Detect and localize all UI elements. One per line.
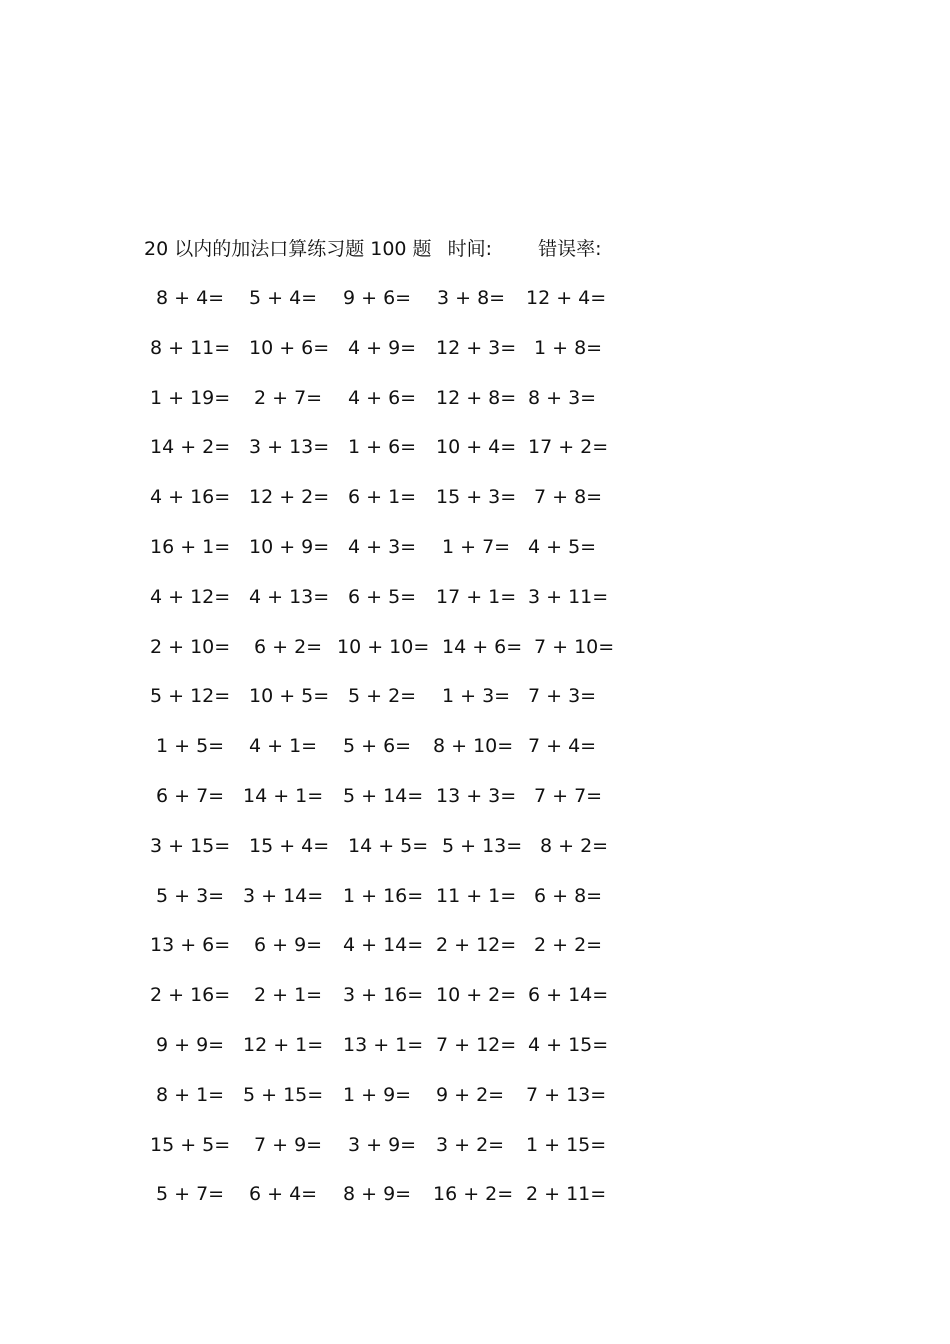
problem-cell: 4 + 13= xyxy=(249,585,330,608)
problem-cell: 4 + 14= xyxy=(343,934,424,957)
problem-cell: 7 + 4= xyxy=(528,735,597,758)
problem-cell: 13 + 3= xyxy=(436,784,517,807)
problem-cell: 8 + 2= xyxy=(540,834,609,857)
problem-cell: 12 + 8= xyxy=(436,386,517,409)
problem-row xyxy=(148,1180,668,1230)
problem-grid xyxy=(148,284,668,1230)
problem-cell: 3 + 11= xyxy=(528,585,609,608)
problem-cell: 4 + 1= xyxy=(249,735,318,758)
problem-cell: 2 + 11= xyxy=(526,1183,607,1206)
problem-cell: 9 + 2= xyxy=(436,1083,505,1106)
problem-cell: 1 + 5= xyxy=(156,735,225,758)
worksheet-header xyxy=(144,236,601,262)
problem-cell: 6 + 4= xyxy=(249,1183,318,1206)
error-rate-label: 错误率: xyxy=(538,238,602,260)
problem-row xyxy=(148,981,668,1031)
problem-cell: 4 + 6= xyxy=(348,386,417,409)
problem-cell: 12 + 3= xyxy=(436,336,517,359)
problem-cell: 8 + 10= xyxy=(433,735,514,758)
problem-cell: 12 + 4= xyxy=(526,287,607,309)
problem-cell: 5 + 3= xyxy=(156,884,225,907)
problem-cell: 1 + 16= xyxy=(343,884,424,907)
problem-cell: 3 + 16= xyxy=(343,984,424,1007)
problem-cell: 5 + 2= xyxy=(348,685,417,708)
problem-cell: 4 + 9= xyxy=(348,336,417,359)
problem-cell: 11 + 1= xyxy=(436,884,517,907)
problem-cell: 6 + 14= xyxy=(528,984,609,1007)
problem-cell: 5 + 6= xyxy=(343,735,412,758)
problem-cell: 8 + 1= xyxy=(156,1083,225,1106)
problem-cell: 10 + 9= xyxy=(249,535,330,558)
problem-cell: 15 + 5= xyxy=(150,1133,231,1156)
problem-cell: 4 + 15= xyxy=(528,1033,609,1056)
problem-row xyxy=(148,1131,668,1181)
problem-cell: 17 + 1= xyxy=(436,585,517,608)
problem-cell: 7 + 9= xyxy=(254,1133,323,1156)
problem-cell: 4 + 5= xyxy=(528,535,597,558)
problem-cell: 14 + 2= xyxy=(150,436,231,459)
problem-row xyxy=(148,433,668,483)
problem-row xyxy=(148,384,668,434)
problem-cell: 7 + 13= xyxy=(526,1083,607,1106)
problem-row xyxy=(148,284,668,334)
problem-cell: 8 + 4= xyxy=(156,287,225,309)
problem-cell: 2 + 2= xyxy=(534,934,603,957)
problem-cell: 10 + 2= xyxy=(436,984,517,1007)
problem-cell: 14 + 6= xyxy=(442,635,523,658)
problem-cell: 7 + 12= xyxy=(436,1033,517,1056)
problem-row xyxy=(148,882,668,932)
problem-cell: 5 + 7= xyxy=(156,1183,225,1206)
problem-cell: 9 + 6= xyxy=(343,287,412,309)
problem-row xyxy=(148,682,668,732)
problem-cell: 1 + 8= xyxy=(534,336,603,359)
problem-cell: 8 + 11= xyxy=(150,336,231,359)
problem-cell: 16 + 2= xyxy=(433,1183,514,1206)
problem-cell: 16 + 1= xyxy=(150,535,231,558)
problem-cell: 6 + 8= xyxy=(534,884,603,907)
problem-cell: 13 + 6= xyxy=(150,934,231,957)
problem-cell: 9 + 9= xyxy=(156,1033,225,1056)
problem-cell: 4 + 3= xyxy=(348,535,417,558)
problem-cell: 2 + 7= xyxy=(254,386,323,409)
problem-cell: 1 + 15= xyxy=(526,1133,607,1156)
problem-cell: 14 + 5= xyxy=(348,834,429,857)
problem-cell: 5 + 4= xyxy=(249,287,318,309)
problem-cell: 6 + 7= xyxy=(156,784,225,807)
problem-row xyxy=(148,1081,668,1131)
problem-row xyxy=(148,583,668,633)
problem-cell: 13 + 1= xyxy=(343,1033,424,1056)
problem-cell: 3 + 13= xyxy=(249,436,330,459)
problem-row xyxy=(148,533,668,583)
problem-cell: 3 + 2= xyxy=(436,1133,505,1156)
problem-cell: 15 + 3= xyxy=(436,486,517,509)
problem-cell: 10 + 4= xyxy=(436,436,517,459)
problem-cell: 2 + 1= xyxy=(254,984,323,1007)
problem-cell: 1 + 7= xyxy=(442,535,511,558)
time-label: 时间: xyxy=(447,238,493,260)
problem-cell: 5 + 12= xyxy=(150,685,231,708)
problem-cell: 7 + 10= xyxy=(534,635,615,658)
problem-cell: 12 + 2= xyxy=(249,486,330,509)
problem-cell: 17 + 2= xyxy=(528,436,609,459)
problem-cell: 10 + 6= xyxy=(249,336,330,359)
problem-cell: 1 + 9= xyxy=(343,1083,412,1106)
problem-cell: 4 + 12= xyxy=(150,585,231,608)
problem-row xyxy=(148,334,668,384)
problem-cell: 2 + 12= xyxy=(436,934,517,957)
problem-cell: 14 + 1= xyxy=(243,784,324,807)
problem-cell: 5 + 15= xyxy=(243,1083,324,1106)
problem-cell: 2 + 16= xyxy=(150,984,231,1007)
problem-cell: 3 + 14= xyxy=(243,884,324,907)
problem-cell: 10 + 10= xyxy=(337,635,430,658)
problem-row xyxy=(148,633,668,683)
problem-cell: 10 + 5= xyxy=(249,685,330,708)
problem-cell: 7 + 8= xyxy=(534,486,603,509)
worksheet-title: 20 以内的加法口算练习题 100 题 xyxy=(144,238,432,260)
problem-cell: 6 + 2= xyxy=(254,635,323,658)
problem-cell: 5 + 13= xyxy=(442,834,523,857)
problem-cell: 6 + 5= xyxy=(348,585,417,608)
problem-cell: 7 + 7= xyxy=(534,784,603,807)
problem-cell: 1 + 3= xyxy=(442,685,511,708)
problem-row xyxy=(148,1031,668,1081)
problem-cell: 7 + 3= xyxy=(528,685,597,708)
problem-cell: 3 + 15= xyxy=(150,834,231,857)
problem-row xyxy=(148,931,668,981)
problem-row xyxy=(148,732,668,782)
problem-cell: 5 + 14= xyxy=(343,784,424,807)
problem-cell: 8 + 9= xyxy=(343,1183,412,1206)
problem-cell: 6 + 1= xyxy=(348,486,417,509)
problem-cell: 2 + 10= xyxy=(150,635,231,658)
problem-cell: 3 + 8= xyxy=(437,287,506,309)
problem-cell: 12 + 1= xyxy=(243,1033,324,1056)
problem-row xyxy=(148,832,668,882)
problem-cell: 1 + 19= xyxy=(150,386,231,409)
problem-cell: 6 + 9= xyxy=(254,934,323,957)
problem-cell: 1 + 6= xyxy=(348,436,417,459)
problem-row xyxy=(148,782,668,832)
problem-cell: 15 + 4= xyxy=(249,834,330,857)
problem-cell: 8 + 3= xyxy=(528,386,597,409)
problem-row xyxy=(148,483,668,533)
problem-cell: 4 + 16= xyxy=(150,486,231,509)
problem-cell: 3 + 9= xyxy=(348,1133,417,1156)
